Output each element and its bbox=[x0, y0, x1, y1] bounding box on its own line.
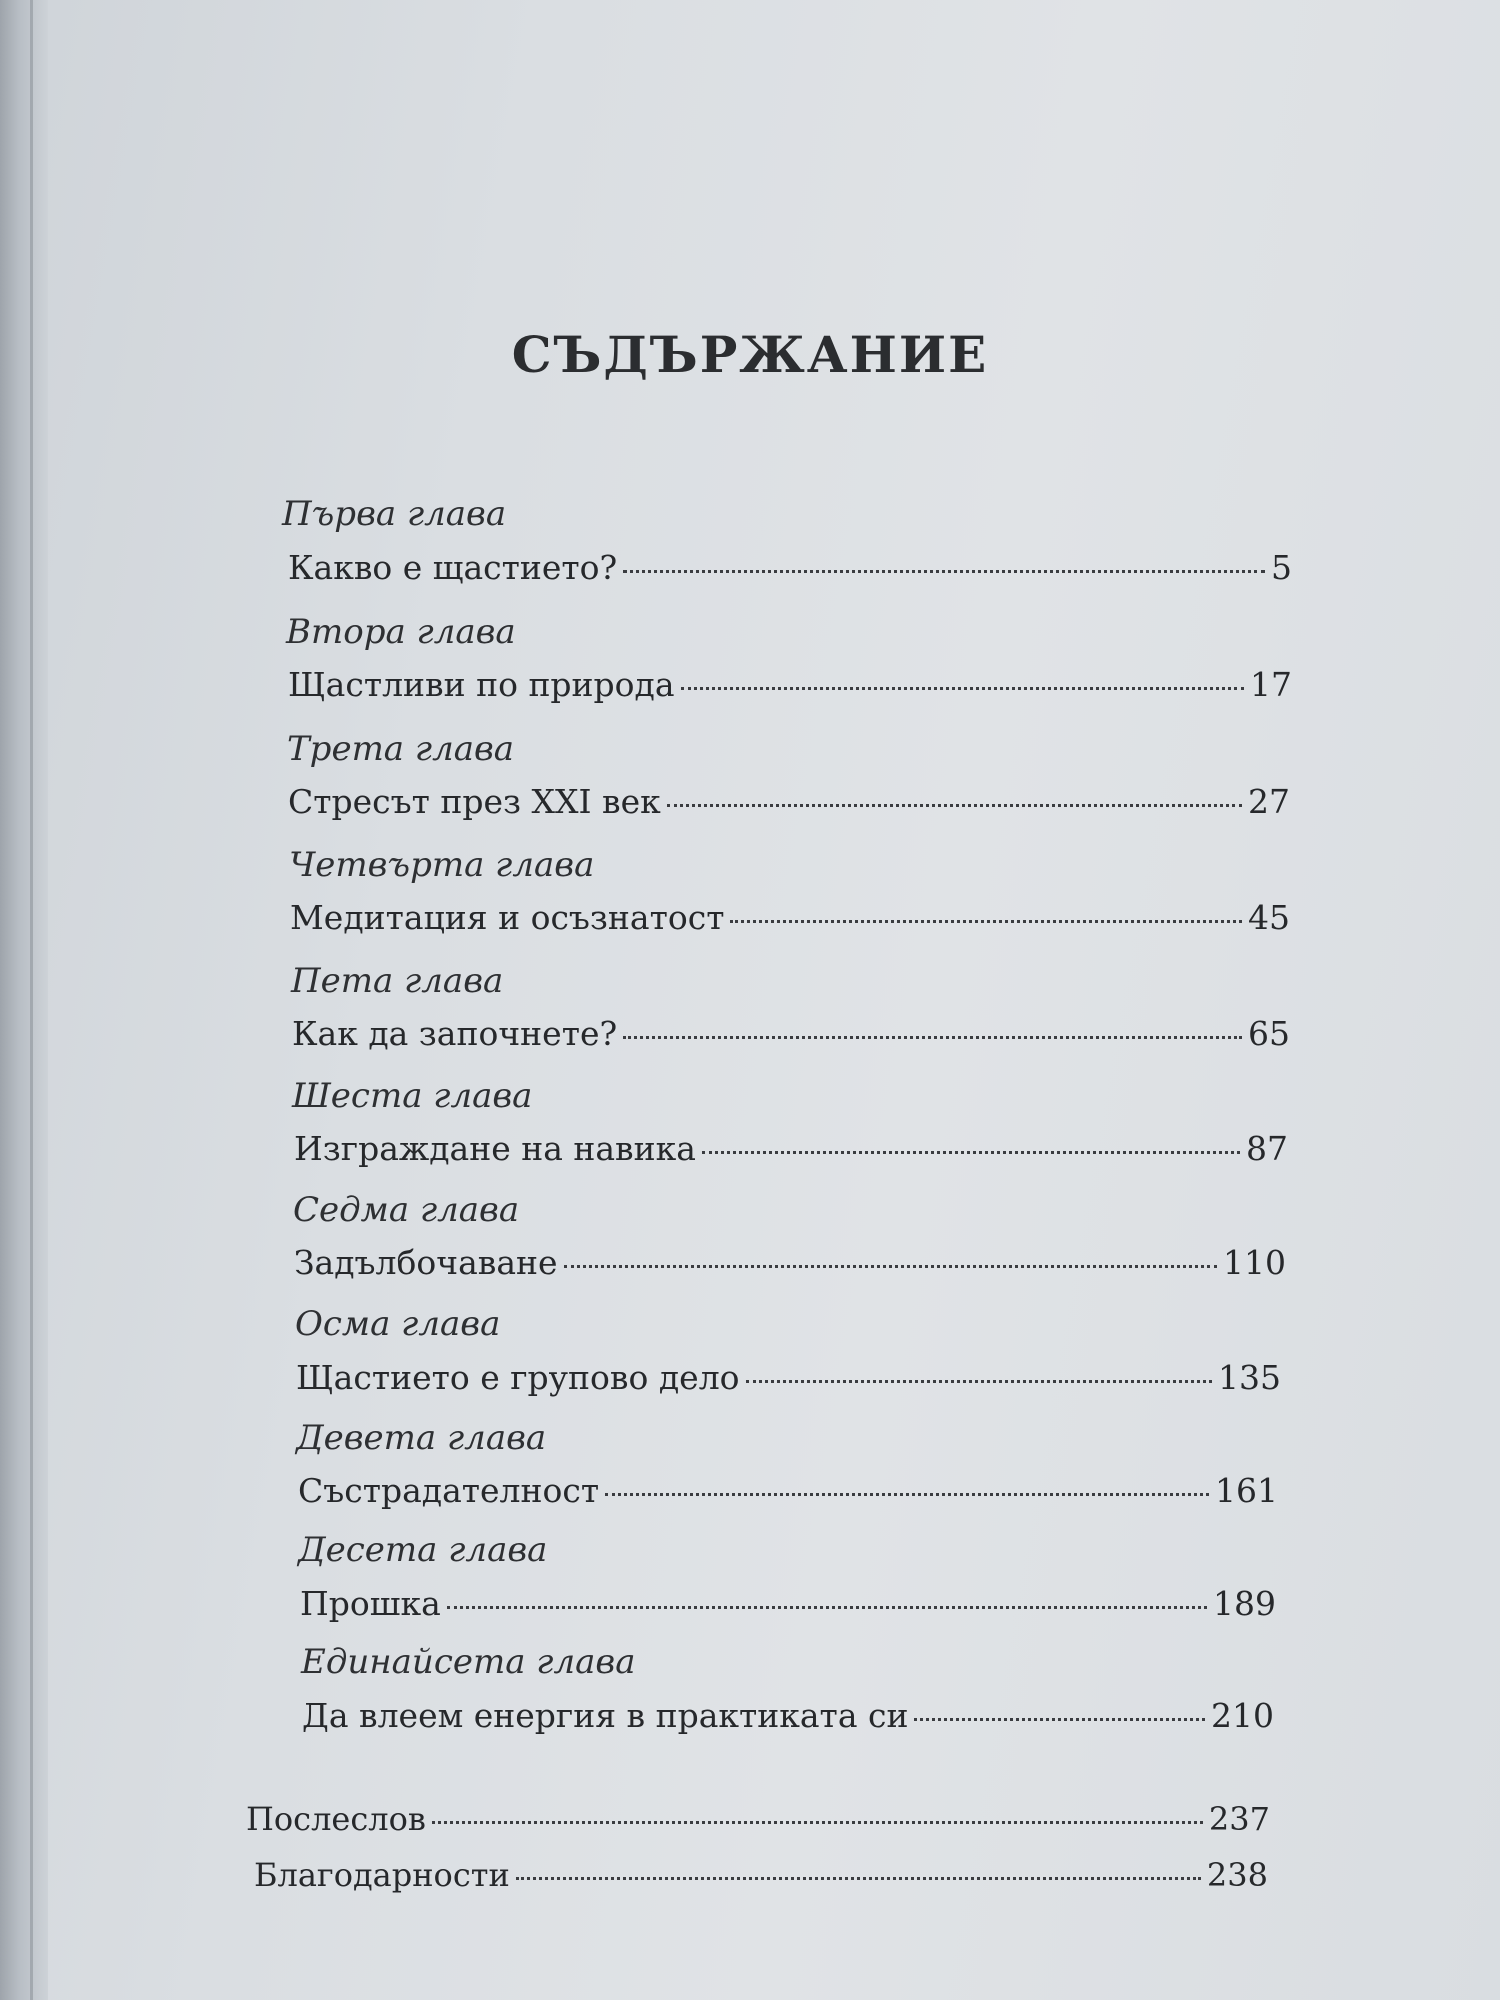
toc-entry[interactable] bbox=[288, 782, 1290, 821]
page-number: 238 bbox=[1206, 1856, 1268, 1894]
dot-leader bbox=[432, 1821, 1203, 1824]
entry-title: Послеслов bbox=[246, 1800, 426, 1838]
dot-leader bbox=[623, 570, 1265, 573]
toc-entry-afterword[interactable] bbox=[246, 1800, 1270, 1838]
chapter-label: Седма глава bbox=[293, 1190, 520, 1230]
dot-leader bbox=[914, 1718, 1205, 1721]
dot-leader bbox=[447, 1606, 1207, 1609]
entry-title: Как да започнете? bbox=[292, 1014, 618, 1053]
dot-leader bbox=[564, 1265, 1217, 1268]
page-number: 27 bbox=[1248, 782, 1290, 821]
page-number: 161 bbox=[1215, 1471, 1278, 1510]
toc-entry-acknowledgements[interactable] bbox=[254, 1856, 1268, 1894]
dot-leader bbox=[702, 1151, 1240, 1154]
toc-entry[interactable] bbox=[288, 665, 1292, 704]
toc-entry[interactable] bbox=[288, 548, 1292, 587]
chapter-label: Трета глава bbox=[287, 729, 515, 769]
entry-title: Щастието е групово дело bbox=[296, 1358, 740, 1397]
dot-leader bbox=[605, 1493, 1209, 1496]
page-number: 110 bbox=[1223, 1243, 1286, 1282]
entry-title: Изграждане на навика bbox=[294, 1129, 696, 1168]
chapter-label: Втора глава bbox=[286, 612, 516, 652]
chapter-label: Единайсета глава bbox=[301, 1642, 636, 1682]
page-number: 87 bbox=[1246, 1129, 1288, 1168]
chapter-label: Първа глава bbox=[282, 494, 507, 534]
toc-entry[interactable] bbox=[300, 1584, 1276, 1623]
entry-title: Състрадателност bbox=[298, 1471, 600, 1510]
chapter-label: Шеста глава bbox=[292, 1076, 533, 1116]
dot-leader bbox=[667, 804, 1242, 807]
toc-entry[interactable] bbox=[292, 1014, 1290, 1053]
page-number: 135 bbox=[1218, 1358, 1281, 1397]
dot-leader bbox=[730, 920, 1242, 923]
page-title: СЪДЪРЖАНИЕ bbox=[511, 325, 989, 384]
toc-entry[interactable] bbox=[302, 1696, 1274, 1735]
page-number: 17 bbox=[1250, 665, 1292, 704]
chapter-label: Десета глава bbox=[298, 1530, 548, 1570]
page-number: 5 bbox=[1271, 548, 1292, 587]
entry-title: Медитация и осъзнатост bbox=[290, 898, 725, 937]
chapter-label: Девета глава bbox=[296, 1418, 547, 1458]
entry-title: Щастливи по природа bbox=[288, 665, 675, 704]
toc-entry[interactable] bbox=[298, 1471, 1278, 1510]
page-number: 210 bbox=[1211, 1696, 1274, 1735]
entry-title: Да влеем енергия в практиката си bbox=[302, 1696, 909, 1735]
toc-entry[interactable] bbox=[294, 1243, 1286, 1282]
entry-title: Стресът през XXI век bbox=[288, 782, 661, 821]
dot-leader bbox=[516, 1877, 1201, 1880]
entry-title: Прошка bbox=[300, 1584, 441, 1623]
chapter-label: Четвърта глава bbox=[289, 845, 595, 885]
toc-entry[interactable] bbox=[296, 1358, 1281, 1397]
toc-entry[interactable] bbox=[290, 898, 1290, 937]
chapter-label: Пета глава bbox=[291, 961, 504, 1001]
dot-leader bbox=[623, 1036, 1242, 1039]
page-number: 65 bbox=[1248, 1014, 1290, 1053]
entry-title: Благодарности bbox=[254, 1856, 510, 1894]
dot-leader bbox=[746, 1380, 1212, 1383]
toc-entry[interactable] bbox=[294, 1129, 1288, 1168]
entry-title: Какво е щастието? bbox=[288, 548, 618, 587]
page-number: 189 bbox=[1213, 1584, 1276, 1623]
dot-leader bbox=[681, 687, 1244, 690]
chapter-label: Осма глава bbox=[295, 1304, 501, 1344]
page-number: 237 bbox=[1208, 1800, 1270, 1838]
entry-title: Задълбочаване bbox=[294, 1243, 558, 1282]
page-number: 45 bbox=[1248, 898, 1290, 937]
